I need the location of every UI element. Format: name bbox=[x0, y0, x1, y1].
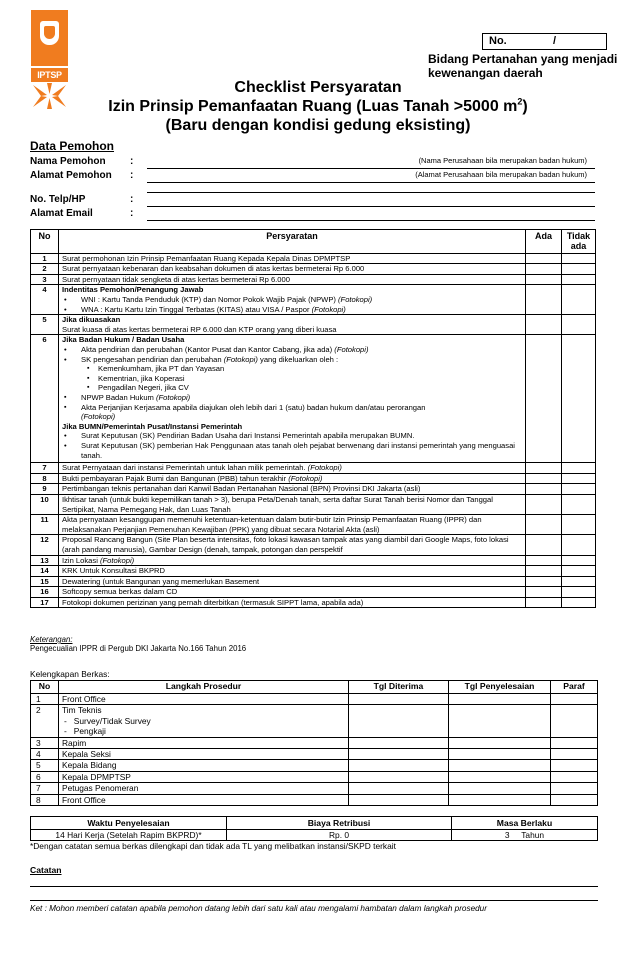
table-row: 3 Rapim bbox=[31, 737, 598, 748]
check-tidak[interactable] bbox=[562, 335, 596, 463]
logo-fan-icon bbox=[31, 83, 68, 109]
catatan-line[interactable] bbox=[30, 900, 598, 901]
table-row: 2 Surat pernyataan kebenaran dan keabsahan dokumen di atas kertas bermeterai Rp 6.000 bbox=[31, 264, 596, 275]
no-separator: / bbox=[553, 35, 557, 47]
table-row: 4 Indentitas Pemohon/Penangung Jawab • WNI : Kartu Tanda Penduduk (KTP) dan Nomor Pokok Wajib Pajak (NPWP) (Fotokopi) • WNA : Kartu Kartu Izin Tinggal Terbatas (KITAS) atau VISA / Paspor (Fotokopi) bbox=[31, 285, 596, 315]
table-row: 14 KRK Untuk Konsultasi BKPRD bbox=[31, 566, 596, 577]
check-ada[interactable] bbox=[526, 535, 562, 555]
check-tidak[interactable] bbox=[562, 587, 596, 598]
address-extra-line bbox=[147, 192, 595, 193]
check-ada[interactable] bbox=[526, 264, 562, 275]
table-row: 2 Tim Teknis - Survey/Tidak Survey - Pengkaji bbox=[31, 705, 598, 737]
table-row: 5 Kepala Bidang bbox=[31, 760, 598, 771]
table-row: 17 Fotokopi dokumen perizinan yang pernah diterbitkan (termasuk SIPPT lama, apabila ada) bbox=[31, 597, 596, 608]
catatan-heading: Catatan bbox=[30, 865, 62, 875]
table-row: 15 Dewatering (untuk Bangunan yang memerlukan Basement bbox=[31, 576, 596, 587]
check-tidak[interactable] bbox=[562, 555, 596, 566]
table-row: 11 Akta pernyataan kesanggupan memenuhi ketentuan-ketentuan dalam butir-butir Izin Prinsip Pemanfaatan Ruang (IPPR) dan melaksanakan Perjanjian Pemenuhan Kewajiban (PPK) yang dibuat secara Notarial Akta (asli) bbox=[31, 515, 596, 535]
check-tidak[interactable] bbox=[562, 473, 596, 484]
table-row: 7 Petugas Penomeran bbox=[31, 783, 598, 794]
title-line2: Izin Prinsip Pemanfaatan Ruang (Luas Tanah >5000 $m^2$) bbox=[108, 96, 528, 115]
table-row: 13 Izin Lokasi (Fotokopi) bbox=[31, 555, 596, 566]
no-label: No. bbox=[489, 35, 507, 47]
bidang-line2: kewenangan daerah bbox=[428, 66, 543, 80]
check-ada[interactable] bbox=[526, 274, 562, 285]
waktu-value: 14 Hari Kerja (Setelah Rapim BKPRD)* bbox=[31, 830, 227, 841]
check-ada[interactable] bbox=[526, 515, 562, 535]
check-ada[interactable] bbox=[526, 473, 562, 484]
field-email[interactable]: Alamat Email : bbox=[30, 208, 595, 221]
check-tidak[interactable] bbox=[562, 285, 596, 315]
check-ada[interactable] bbox=[526, 555, 562, 566]
keterangan-text: Pengecualian IPPR di Pergub DKI Jakarta No.166 Tahun 2016 bbox=[30, 644, 247, 653]
title-line3: (Baru dengan kondisi gedung eksisting) bbox=[165, 117, 471, 134]
table-row: 12 Proposal Rancang Bangun (Site Plan beserta intensitas, foto lokasi kawasan tampak atas yang diambil dari Google Maps, foto lokasi (arah pandang manusia), Gambar Design (denah, tampak, potongan dan perspektif bbox=[31, 535, 596, 555]
check-ada[interactable] bbox=[526, 587, 562, 598]
check-ada[interactable] bbox=[526, 484, 562, 495]
check-tidak[interactable] bbox=[562, 494, 596, 514]
waktu-footnote: *Dengan catatan semua berkas dilengkapi dan tidak ada TL yang melibatkan instansi/SKPD terkait bbox=[30, 841, 396, 851]
table-row: 1 Front Office bbox=[31, 693, 598, 704]
biaya-value: Rp. 0 bbox=[227, 830, 452, 841]
check-ada[interactable] bbox=[526, 335, 562, 463]
requirements-header-row bbox=[31, 230, 596, 254]
bidang-note bbox=[428, 52, 628, 80]
col-persyaratan: Persyaratan bbox=[59, 230, 526, 254]
col-no: No bbox=[31, 230, 59, 254]
document-number-box[interactable] bbox=[482, 33, 607, 50]
dpmptsp-logo bbox=[31, 10, 68, 109]
table-row: 10 Ikhtisar tanah (untuk bukti kepemilikan tanah > 3), berupa Peta/Denah tanah, serta daftar Surat Tanah berisi Nomor dan Tanggal Sertipikat, Nama Pemegang Hak, dan Luas Tanah bbox=[31, 494, 596, 514]
bidang-line1: Bidang Pertanahan yang menjadi bbox=[428, 52, 618, 66]
table-row: 4 Kepala Seksi bbox=[31, 748, 598, 759]
check-tidak[interactable] bbox=[562, 253, 596, 264]
table-row: 6 Kepala DPMPTSP bbox=[31, 771, 598, 782]
masa-value: 3 Tahun bbox=[452, 830, 598, 841]
title-line1: Checklist Persyaratan bbox=[234, 79, 402, 96]
check-ada[interactable] bbox=[526, 597, 562, 608]
col-ada: Ada bbox=[526, 230, 562, 254]
data-pemohon-heading: Data Pemohon bbox=[30, 139, 115, 153]
requirements-table bbox=[30, 229, 596, 608]
table-row: 9 Pertimbangan teknis pertanahan dari Kanwil Badan Pertanahan Nasional (BPN) Provinsi DKI Jakarta (asli) bbox=[31, 484, 596, 495]
table-row: 16 Softcopy semua berkas dalam CD bbox=[31, 587, 596, 598]
table-row: 8 Front Office bbox=[31, 794, 598, 805]
check-ada[interactable] bbox=[526, 566, 562, 577]
table-row: 8 Bukti pembayaran Pajak Bumi dan Bangunan (PBB) tahun terakhir (Fotokopi) bbox=[31, 473, 596, 484]
check-ada[interactable] bbox=[526, 253, 562, 264]
check-tidak[interactable] bbox=[562, 274, 596, 285]
catatan-ket: Ket : Mohon memberi catatan apabila pemohon datang lebih dari satu kali atau mengalami hambatan dalam langkah prosedur bbox=[30, 904, 487, 913]
procedure-table bbox=[30, 680, 598, 806]
check-ada[interactable] bbox=[526, 576, 562, 587]
check-ada[interactable] bbox=[526, 315, 562, 335]
catatan-line[interactable] bbox=[30, 886, 598, 887]
logo-text: IPTSP bbox=[31, 68, 68, 82]
procedure-header-row: No Langkah Prosedur Tgl Diterima Tgl Penyelesaian Paraf bbox=[31, 681, 598, 694]
check-ada[interactable] bbox=[526, 463, 562, 474]
field-alamat-pemohon[interactable]: Alamat Pemohon : (Alamat Perusahaan bila merupakan badan hukum) bbox=[30, 170, 595, 183]
table-row: 1 Surat permohonan Izin Prinsip Pemanfaatan Ruang Kepada Kepala Dinas DPMPTSP bbox=[31, 253, 596, 264]
check-tidak[interactable] bbox=[562, 264, 596, 275]
col-tidak-ada: Tidak ada bbox=[562, 230, 596, 254]
table-row: 7 Surat Pernyataan dari instansi Pemerintah untuk lahan milik pemerintah. (Fotokopi) bbox=[31, 463, 596, 474]
check-tidak[interactable] bbox=[562, 315, 596, 335]
check-tidak[interactable] bbox=[562, 515, 596, 535]
table-row: 5 Jika dikuasakan Surat kuasa di atas kertas bermeterai RP 6.000 dan KTP orang yang diberi kuasa bbox=[31, 315, 596, 335]
check-tidak[interactable] bbox=[562, 484, 596, 495]
waktu-header-row: Waktu Penyelesaian Biaya Retribusi Masa Berlaku bbox=[31, 817, 598, 830]
check-tidak[interactable] bbox=[562, 535, 596, 555]
table-row: 3 Surat pernyataan tidak sengketa di atas kertas bermeterai Rp 6.000 bbox=[31, 274, 596, 285]
field-telp[interactable]: No. Telp/HP : bbox=[30, 194, 595, 207]
check-ada[interactable] bbox=[526, 285, 562, 315]
table-row: 6 Jika Badan Hukum / Badan Usaha • Akta pendirian dan perubahan (Kantor Pusat dan Kantor Cabang, jika ada) (Fotokopi) • SK pengesahan pendirian dan perubahan (Fotokopi) yang dikeluarkan oleh : ▪ Kemenkumham, jika PT dan Yayasan ▪ Kementrian, jika Koperasi ▪ Pengadilan Negeri, jika CV ▪ NPWP Badan Hukum (Fotokopi) ▪ Akta Perjanjian Kerjasama apabila diajukan oleh lebih dari 1 (satu) badan hukum dan/atau perorangan (Fotokopi) Jika BUMN/Pemerintah Pusat/Instansi Pemerintah • Surat Keputusan (SK) Pendirian Badan Usaha dari Instansi Pemerintah apabila merupakan BUMN. • Surat Keputusan (SK) pemberian Hak Penggunaan atas tanah oleh pejabat berwenang dari instansi pemerintah yang menguasai tanah. bbox=[31, 335, 596, 463]
check-tidak[interactable] bbox=[562, 597, 596, 608]
emblem-icon bbox=[31, 10, 68, 66]
kelengkapan-label: Kelengkapan Berkas: bbox=[30, 669, 110, 679]
waktu-table bbox=[30, 816, 598, 841]
check-tidak[interactable] bbox=[562, 463, 596, 474]
keterangan-heading: Keterangan: bbox=[30, 635, 73, 644]
waktu-value-row bbox=[31, 830, 598, 841]
check-ada[interactable] bbox=[526, 494, 562, 514]
field-nama-pemohon[interactable]: Nama Pemohon : (Nama Perusahaan bila merupakan badan hukum) bbox=[30, 156, 595, 169]
page-title bbox=[68, 78, 568, 135]
check-tidak[interactable] bbox=[562, 566, 596, 577]
check-tidak[interactable] bbox=[562, 576, 596, 587]
